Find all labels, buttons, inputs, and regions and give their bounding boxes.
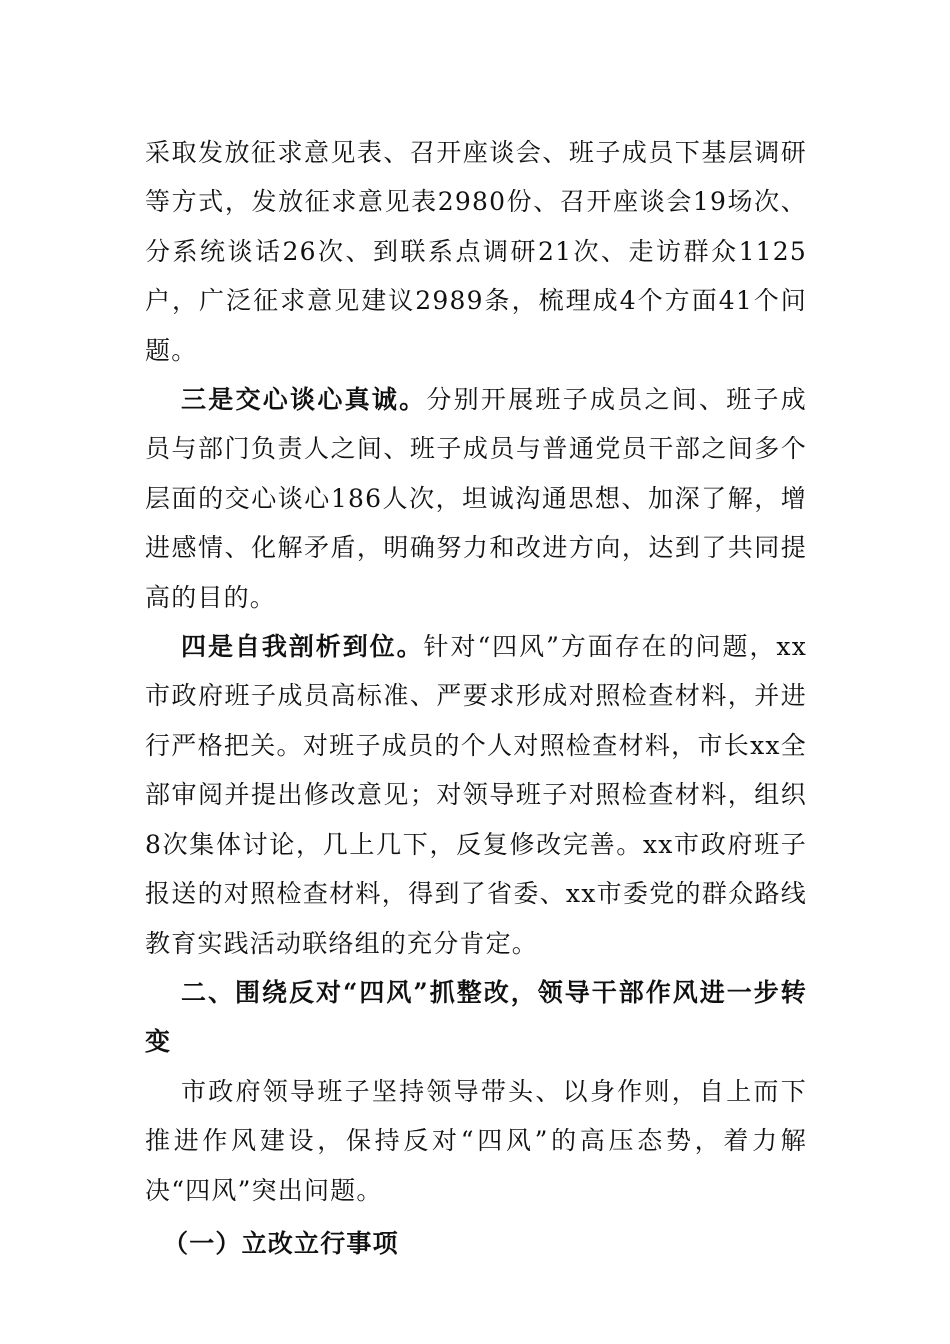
paragraph-text: 采取发放征求意见表、召开座谈会、班子成员下基层调研等方式，发放征求意见表2980份、召开座谈会19场次、分系统谈话26次、到联系点调研21次、走访群众1125户，广泛征求意见建议2989条，梳理成4个方面41个问题。 (145, 138, 807, 365)
paragraph-heart-to-heart (145, 375, 807, 622)
section-heading-two: 二、围绕反对“四风”抓整改，领导干部作风进一步转变 (145, 977, 807, 1057)
paragraph-lead: 四是自我剖析到位。 (181, 632, 424, 662)
paragraph-text: 市政府领导班子坚持领导带头、以身作则，自上而下推进作风建设，保持反对“四风”的高压态势，着力解决“四风”突出问题。 (145, 1076, 807, 1205)
paragraph-self-analysis (145, 622, 807, 968)
paragraph-consultation-methods (145, 128, 807, 375)
paragraph-lead: 三是交心谈心真诚。 (181, 385, 427, 415)
paragraph-text: 分别开展班子成员之间、班子成员与部门负责人之间、班子成员与普通党员干部之间多个层面的交心谈心186人次，坦诚沟通思想、加深了解，增进感情、化解矛盾，明确努力和改进方向，达到了共同提高的目的。 (145, 385, 807, 612)
paragraph-text: 针对“四风”方面存在的问题，xx市政府班子成员高标准、严要求形成对照检查材料，并进行严格把关。对班子成员的个人对照检查材料，市长xx全部审阅并提出修改意见；对领导班子对照检查材料，组织8次集体讨论，几上几下，反复修改完善。xx市政府班子报送的对照检查材料，得到了省委、xx市委党的群众路线教育实践活动联络组的充分肯定。 (145, 632, 807, 958)
document-body (145, 128, 807, 1268)
subsection-heading-one: （一）立改立行事项 (163, 1228, 399, 1258)
paragraph-style-building (145, 1067, 807, 1215)
